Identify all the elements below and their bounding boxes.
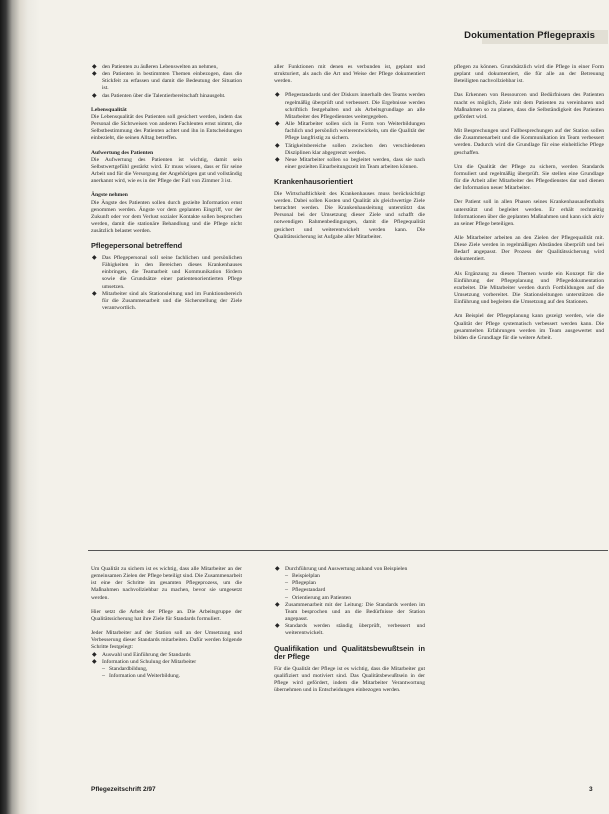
column-3 [454, 64, 604, 776]
bullet-item: ◆ Information und Schulung der Mitarbeiter [91, 659, 242, 666]
bullet-item: ◆ den Patienten zu äußeren Lebenswelten an nehmen, [91, 64, 242, 71]
subheading: Aufwertung des Patienten [91, 149, 154, 156]
subheading: Lebensqualität [91, 106, 127, 113]
paragraph: Die Aufwertung des Patienten ist wichtig, damit sein Selbstwertgefühl gestärkt wird. Er muss wissen, dass er für seine Arbeit und für die Versorgung der Angehörigen gut und vollständig anerkannt wird, wie es in der Pflege der Fall von Zimmer 3 ist. [91, 156, 242, 185]
paragraph: Um die Qualität der Pflege zu sichern, werden Standards formuliert und regelmäßig überprüft. Sie stellen eine Grundlage für die Arbeit aller Mitarbeiter des Pflegedienstes dar und dienen der Information neuer Mitarbeiter. [454, 163, 604, 192]
paragraph: Die Ängste des Patienten sollen durch gezielte Information ernst genommen werden. Ängste vor dem geplanten Eingriff, vor der Zukunft oder vor dem Verlust sozialer Kontakte sollen besprochen werden, damit die stationäre Behandlung und die Pflege nicht zusätzlich belastet werden. [91, 199, 242, 235]
paragraph: Für die Qualität der Pflege ist es wichtig, dass die Mitarbeiter gut qualifiziert und motiviert sind. Das Qualitätsbewußtsein in der Pflege wird gefördert, indem die Mitarbeiter Verantwortung übernehmen und in Entscheidungen einbezogen werden. [274, 665, 425, 694]
section-divider [88, 550, 608, 551]
page-number: 3 [589, 786, 593, 793]
paragraph: Mit Besprechungen und Fallbesprechungen auf der Station sollen die Zusammenarbeit und die Kommunikation im Team verbessert werden. Dadurch wird die Grundlage für eine einheitliche Pflege geschaffen. [454, 128, 604, 156]
paragraph: Am Beispiel der Pflegeplanung kann gezeigt werden, wie die Qualität der Pflege systematisch verbessert werden kann. Die gesammelten Erfahrungen werden im Team ausgewertet und bilden die Grundlage für die weitere Arbeit. [454, 313, 604, 341]
subheading: Ängste nehmen [91, 192, 128, 199]
dash-item: – Standardbildung, [91, 666, 242, 673]
bullet-item: ◆ Auswahl und Einführung der Standards [91, 652, 242, 659]
bullet-item: ◆ Alle Mitarbeiter sollen sich in Form von Weiterbildungen fachlich und persönlich weiterentwickeln, um die Qualität der Pflege langfristig zu sichern. [274, 121, 425, 142]
paragraph: Jeder Mitarbeiter auf der Station soll an der Umsetzung und Verbesserung dieser Standards mitarbeiten. Dafür werden folgende Schritte festgelegt: [91, 630, 242, 651]
paragraph: pflegen zu können. Grundsätzlich wird die Pflege in einer Form geplant und dokumentiert, die für alle an der Betreuung Beteiligten nachvollziehbar ist. [454, 64, 604, 85]
column-1-top [91, 64, 242, 540]
bullet-item: ◆ den Patienten in bestimmten Themen einbezogen, dass die Stickfeit zu erfassen und damit die Bedeutung der Situation ist. [91, 71, 242, 92]
dash-item: – Information und Weiterbildung. [91, 673, 242, 680]
indent-line: – Orientierung am Patienten [274, 595, 425, 602]
column-2-top [274, 64, 425, 540]
column-2-bottom [274, 566, 425, 776]
bullet-item: ◆ Pflegestandards und der Diskurs innerhalb des Teams werden regelmäßig überprüft und verbessert. Die Ergebnisse werden schriftlich festgehalten und als Arbeitsgrundlage an alle Mitarbeiter des Pflegedienstes weitergegeben. [274, 92, 425, 121]
paragraph: Die Lebensqualität des Patienten soll gesichert werden, indem das Personal die Sichtweisen von anderen Fachleuten ernst nimmt, die Selbstbestimmung des Patienten achtet und ihn in Entscheidungen einbezieht, die seinen Alltag betreffen. [91, 113, 242, 142]
paragraph: Das Erkennen von Ressourcen und Bedürfnissen des Patienten macht es möglich, Ziele mit dem Patienten zu vereinbaren und Maßnahmen so zu planen, dass die Selbständigkeit des Patienten gefördert wird. [454, 92, 604, 120]
paragraph: Als Ergänzung zu diesen Themen wurde ein Konzept für die Einführung der Pflegeplanung und Pflegedokumentation erarbeitet. Die Mitarbeiter werden durch Fortbildungen auf die Umsetzung vorbereitet. Die Stationsleitungen unterstützen die Einführung und begleiten die Umsetzung auf den Stationen. [454, 270, 604, 306]
indent-line: – Pflegestandard [274, 587, 425, 594]
paragraph: Um Qualität zu sichern ist es wichtig, dass alle Mitarbeiter an der gemeinsamen Zielen der Pflege beteiligt sind. Die Zusammenarbeit ist eine der Schritte im gesamten Pflegeprozess, um die Maßnahmen nachvollziehbar zu machen, bevor sie umgesetzt werden. [91, 566, 242, 601]
bullet-item: ◆ das Patienten über die Talentierbereitschaft hinausgeht. [91, 93, 242, 100]
indent-line: – Pflegeplan [274, 580, 425, 587]
indent-line: – Beispielplan [274, 573, 425, 580]
paragraph: aller Funktionen mit denen es verbunden ist, geplant und strukturiert, als auch die Art und Weise der Pflege dokumentiert werden. [274, 64, 425, 85]
bullet-item: ◆ Das Pflegepersonal soll seine fachlichen und persönlichen Fähigkeiten in den Bereichen dieses Krankenhauses einbringen, die Teamarbeit und Kommunikation fördern sowie die Grundsätze einer patientenorientierten Pflege umsetzen. [91, 255, 242, 291]
bullet-item: ◆ Tätigkeitsbereiche sollen zwischen den verschiedenen Disziplinen klar abgegrenzt werden. [274, 143, 425, 157]
paragraph: Hier setzt die Arbeit der Pflege an. Die Arbeitsgruppe der Qualitätssicherung hat ihre Ziele für Standards formuliert. [91, 608, 242, 622]
running-header: Dokumentation Pflegepraxis [464, 30, 595, 41]
footer-journal: Pflegezeitschrift 2/97 [91, 786, 156, 793]
section-heading: Qualifikation und Qualitätsbewußtsein in der Pflege [274, 643, 425, 662]
bullet-item: ◆ Standards werden ständig überprüft, verbessert und weiterentwickelt. [274, 623, 425, 637]
paragraph: Alle Mitarbeiter arbeiten an den Zielen der Pflegequalität mit. Diese Ziele werden in regelmäßigen Abständen überprüft und bei Bedarf angepasst. Der Prozess der Qualitätssicherung wird dokumentiert. [454, 234, 604, 263]
section-heading: Krankenhausorientiert [274, 177, 353, 187]
column-1-bottom [91, 566, 242, 776]
paragraph: Die Wirtschaftlichkeit des Krankenhauses muss berücksichtigt werden. Dabei sollen Kosten und Qualität als gleichwertige Ziele betrachtet werden. Die Krankenhausleitung unterstützt das Personal bei der Umsetzung dieser Ziele und schafft die notwendigen Rahmenbedingungen, damit die Pflegequalität gesichert und weiterentwickelt werden kann. Die Qualitätssicherung ist Aufgabe aller Mitarbeiter. [274, 190, 425, 240]
bullet-item: ◆ Durchführung und Auswertung anhand von Beispielen [274, 566, 425, 573]
bullet-item: ◆ Mitarbeiter sind als Stationsleitung und im Funktionsbereich für die Zusammenarbeit und die Sicherstellung der Ziele verantwortlich. [91, 291, 242, 312]
bullet-item: ◆ Neue Mitarbeiter sollen so begleitet werden, dass sie nach einer gezielten Einarbeitungszeit im Team arbeiten können. [274, 157, 425, 171]
paragraph: Der Patient soll in allen Phasen seines Krankenhausaufenthalts unterstützt und begleitet werden. Er erhält rechtzeitig Informationen über die geplanten Maßnahmen und kann sich aktiv an seiner Pflege beteiligen. [454, 199, 604, 227]
bullet-item: ◆ Zusammenarbeit mit der Leitung: Die Standards werden im Team besprochen und an die Bedürfnisse der Station angepasst. [274, 602, 425, 623]
book-binding-shadow [0, 0, 40, 814]
section-heading: Pflegepersonal betreffend [91, 241, 183, 251]
